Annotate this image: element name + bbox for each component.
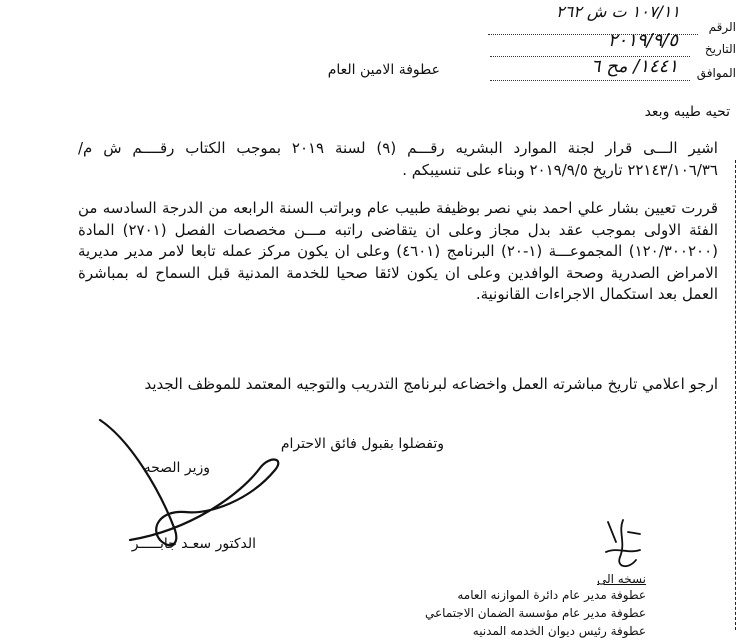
body-paragraph-1: اشير الـــى قرار لجنة الموارد البشريه رقـــم (٩) لسنة ٢٠١٩ بموجب الكتاب رقــــم ش م/٢٢١٤٣/١٠٦/٣٦ تاريخ ٢٠١٩/٩/٥ وبناء على تنسيبكم . bbox=[78, 139, 718, 179]
ref-label: الرقم bbox=[708, 20, 736, 34]
margin-fold-line bbox=[735, 160, 736, 630]
ref-value: ١٠٧/١١ ت ش ٢٦٢ bbox=[556, 2, 680, 21]
hijri-value: ١٤٤١/ مح ٦ bbox=[590, 56, 678, 77]
initials-scrawl bbox=[598, 512, 648, 572]
cc-item: عطوفة رئيس ديوان الخدمه المدنيه bbox=[472, 624, 646, 638]
greeting: تحيه طيبه وبعد bbox=[644, 104, 730, 120]
body-paragraph-3: ارجو اعلامي تاريخ مباشرته العمل واخضاعه لبرنامج التدريب والتوجيه المعتمد للموظف الجديد bbox=[144, 375, 718, 393]
cc-label: نسخه الى bbox=[596, 572, 646, 586]
cc-item: عطوفة مدير عام دائرة الموازنه العامه bbox=[457, 588, 646, 602]
hijri-line bbox=[490, 80, 690, 81]
hijri-label: الموافق bbox=[696, 66, 736, 80]
body-paragraph-2: قررت تعيين بشار علي احمد بني نصر بوظيفة طبيب عام وبراتب السنة الرابعه من الدرجة السادسه من الفئة الاولى بموجب عقد بدل مجاز وعلى ان يتقاضى راتبه مـــن مخصصات الفصل (٢٧٠١) المادة (١٢٠/٣٠٠٢٠٠) المجموعـــة (١-٢٠) البرنامج (٤٦٠١) وعلى ان يكون مركز عمله تابعا لامر مدير مديرية الامراض الصدرية وصحة الوافدين وعلى ان يكون لائقا صحيا للخدمة المدنية قبل السماح له بمباشرة العمل بعد استكمال الاجراءات القانونية. bbox=[78, 199, 719, 303]
closing-line: وتفضلوا بقبول فائق الاحترام bbox=[280, 436, 444, 452]
cc-item: عطوفة مدير عام مؤسسة الضمان الاجتماعي bbox=[425, 606, 646, 620]
signatory-name: الدكتور سعـد جابـــــر bbox=[131, 536, 256, 552]
date-label: التاريخ bbox=[704, 42, 736, 56]
signatory-title: وزير الصحه bbox=[143, 460, 210, 476]
addressee: عطوفة الامين العام bbox=[327, 62, 440, 78]
date-value: ٢٠١٩/٩/٥ bbox=[607, 30, 678, 51]
